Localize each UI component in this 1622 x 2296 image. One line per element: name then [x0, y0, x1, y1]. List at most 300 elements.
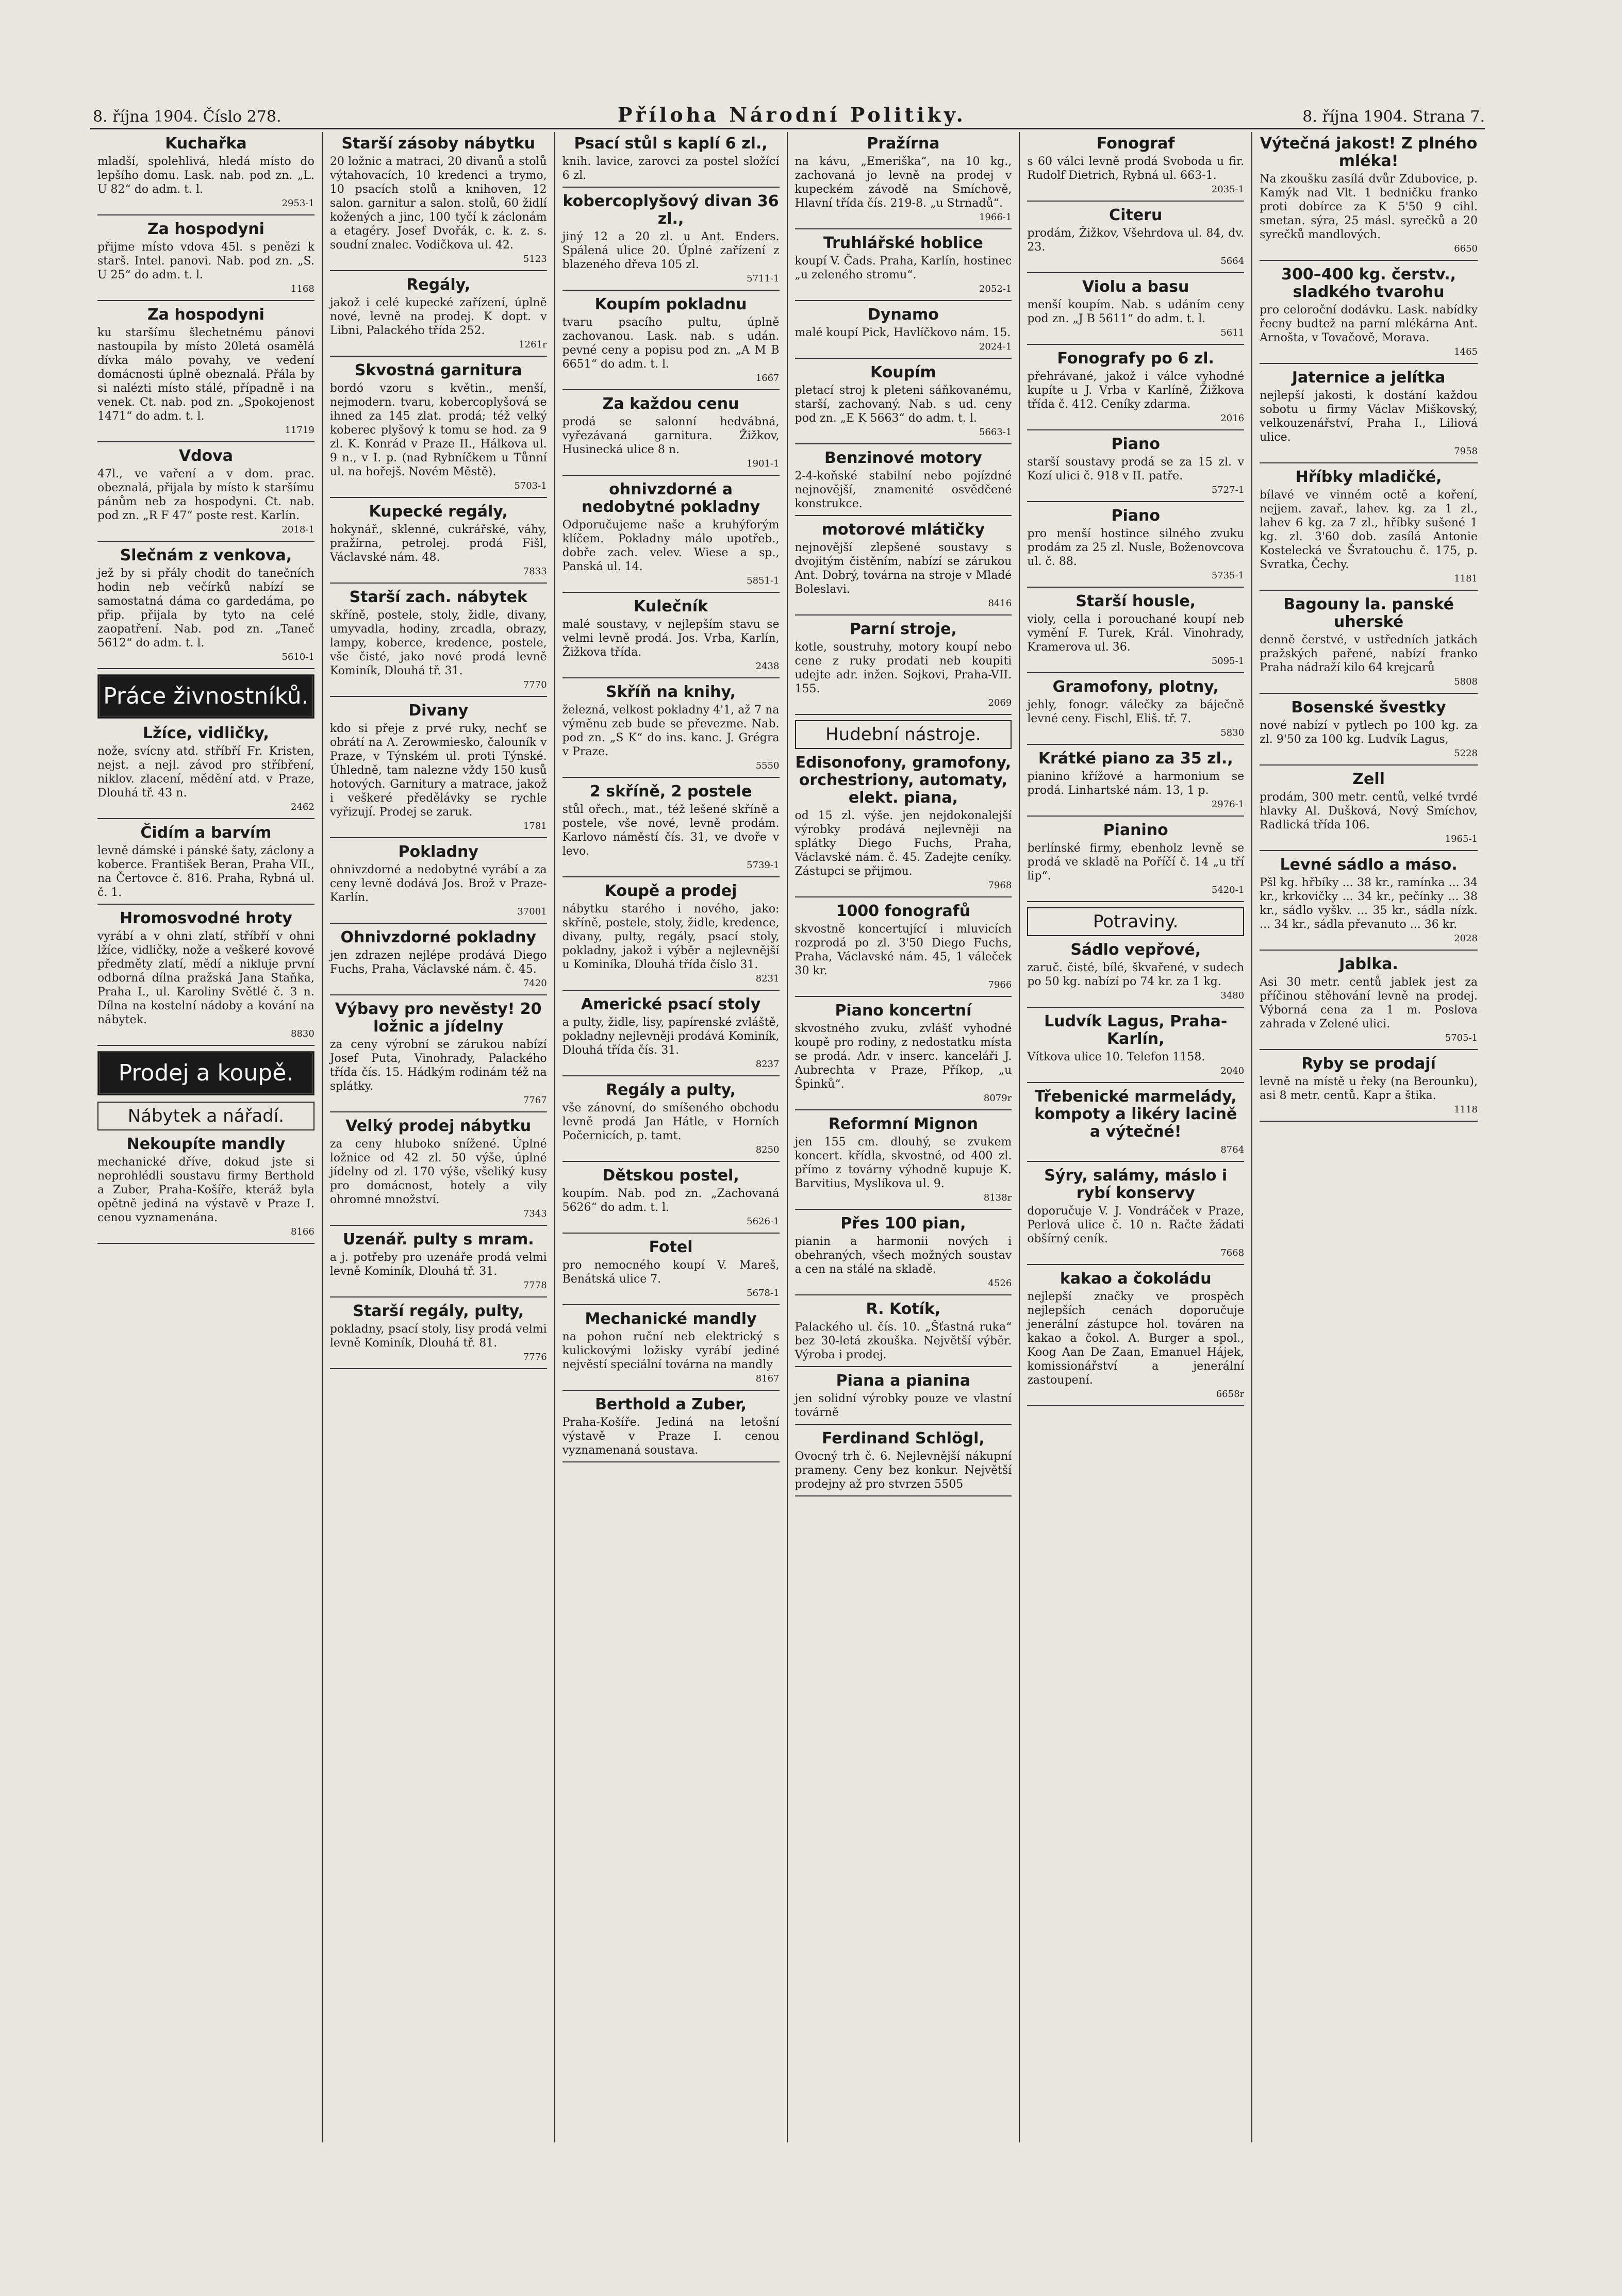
- ad-text: pro menší hostince silného zvuku prodám za 25 zl. Nusle, Boženovcova ul. č. 88.: [1027, 527, 1245, 568]
- ad-text: pro celoroční dodávku. Lask. nabídky řecny budtež na parní mlékárna Ant. Arnošta, v Tovačově, Morava.: [1260, 304, 1478, 344]
- ad-title: Truhlářské hoblice: [823, 234, 983, 252]
- classified-ad: [97, 135, 315, 215]
- classified-ad: [1027, 436, 1244, 502]
- ad-text: Vítkova ulice 10. Telefon 1158.: [1027, 1051, 1205, 1063]
- classified-ad: [562, 135, 780, 188]
- classified-ad: [1027, 750, 1244, 817]
- classified-ad: [795, 450, 1012, 516]
- ad-title: Koupě a prodej: [604, 882, 737, 900]
- ad-title: Vdova: [178, 447, 233, 465]
- ad-text: za ceny výrobní se zárukou nabízí Josef Puta, Vinohrady, Palackého třída čís. 15. Hádkým rodinám též na splátky.: [329, 1038, 547, 1093]
- ad-title: Jablka.: [1339, 955, 1398, 973]
- ad-text: nože, svícny atd. stříbří Fr. Kristen, nejst. a nejl. závod pro stříbření, niklov. zlacení, mědění atd. v Praze, Dlouhá tř. 43 n.: [97, 745, 315, 800]
- ad-title: Edisonofony, gramofony, orchestriony, automaty, elekt. piana,: [795, 754, 1012, 807]
- ad-number: 5610-1: [282, 652, 315, 662]
- classified-ad: [330, 1118, 547, 1226]
- ad-text: pro nemocného koupí V. Mareš, Benátská ulice 7.: [562, 1259, 780, 1286]
- ad-text: nové nabízí v pytlech po 100 kg. za zl. 9'50 za 100 kg. Ludvík Lagus,: [1260, 719, 1478, 746]
- ad-title: Sýry, salámy, máslo i rybí konservy: [1044, 1167, 1228, 1202]
- classified-ad: [330, 276, 547, 357]
- classified-ad: [1027, 822, 1244, 902]
- ad-text: 2-4-koňské stabilní nebo pojízdné nejnovější, znamenité osvědčené konstrukce.: [795, 470, 1012, 510]
- ad-text: jež by si přály chodit do tanečních hodin neb večírků nabízí se samostatná dáma co gardedáma, po přip. přijala by tyto na celé zaopatření. Nab. pod zn. „Taneč 5612“ do adm. t. l.: [97, 567, 315, 650]
- classified-ad: [1027, 278, 1244, 345]
- section-heading: Nábytek a nářadí.: [97, 1102, 315, 1130]
- classified-ad: [562, 1310, 780, 1391]
- column-3: [555, 132, 788, 2142]
- ad-number: 5550: [755, 760, 780, 771]
- ad-text: mladší, spolehlivá, hledá místo do lepšího domu. Lask. nab. pod zn. „L. U 82“ do adm. t. l.: [97, 155, 315, 196]
- classified-ad: [795, 1430, 1012, 1496]
- classified-ad: [97, 547, 315, 669]
- ad-text: jehly, fonogr. válečky za báječně levné ceny. Fischl, Eliš. tř. 7.: [1027, 698, 1245, 725]
- ad-title: Za hospodyni: [147, 306, 264, 324]
- ad-text: levně dámské i pánské šaty, záclony a koberce. František Beran, Praha VII., na Čertovce č. 816. Praha, Rybná ul. č. 1.: [97, 844, 315, 899]
- ad-text: jen 155 cm. dlouhý, se zvukem koncert. křídla, skvostné, od 400 zl. přímo z továrny výhodně kupuje K. Barvitius, Myslíkova ul. 9.: [795, 1136, 1012, 1190]
- ad-number: 7833: [523, 566, 547, 577]
- ad-text: skříně, postele, stoly, židle, divany, umyvadla, hodiny, zrcadla, obrazy, lampy, koberce, kredence, postele, vše čisté, jako nové prodá levně Kominík, Dlouhá tř. 31.: [329, 609, 547, 677]
- ad-number: 2953-1: [282, 198, 315, 209]
- ad-title: Bagouny la. panské uherské: [1283, 595, 1454, 631]
- classified-ad: [795, 1215, 1012, 1295]
- ad-text: knih. lavice, zarovci za postel složící 6 zl.: [562, 155, 780, 182]
- ad-number: 7668: [1220, 1247, 1245, 1258]
- classified-ad: [795, 1116, 1012, 1210]
- ad-number: 5739-1: [747, 860, 780, 871]
- ad-title: Skříň na knihy,: [606, 683, 736, 701]
- ad-number: 5678-1: [747, 1288, 780, 1299]
- section-heading: Hudební nástroje.: [795, 720, 1012, 749]
- classified-ad: [97, 306, 315, 442]
- classified-ad: [1027, 678, 1244, 745]
- classified-ad: [1260, 369, 1478, 463]
- classified-ad: [97, 1136, 315, 1244]
- supplement-title: Příloha Národní Politiky.: [617, 103, 966, 126]
- ad-title: Ryby se prodají: [1301, 1055, 1436, 1073]
- ad-title: Regály,: [406, 276, 471, 294]
- ad-text: prodám, Žižkov, Všehrdova ul. 84, dv. 23.: [1027, 227, 1245, 254]
- ad-title: Výtečná jakost! Z plného mléka!: [1260, 135, 1478, 170]
- classified-ad: [1260, 596, 1478, 694]
- ad-text: Odporučujeme naše a kruhýforým klíčem. Pokladny málo upotřeb., dobře zach. velev. Wiese a sp., Panská ul. 14.: [562, 519, 780, 573]
- ad-number: 7767: [523, 1095, 547, 1106]
- ad-title: Krátké piano za 35 zl.,: [1038, 750, 1233, 768]
- ad-title: Kulečník: [634, 597, 708, 615]
- ad-number: 7968: [988, 880, 1012, 891]
- page-header: [93, 103, 1485, 124]
- ad-number: 5420-1: [1211, 885, 1245, 895]
- ad-number: 5735-1: [1211, 570, 1245, 581]
- ad-title: Jaternice a jelítka: [1292, 369, 1446, 387]
- ad-title: Lžíce, vidličky,: [142, 724, 269, 742]
- ad-title: R. Kotík,: [866, 1300, 941, 1318]
- ad-title: Zell: [1352, 770, 1385, 788]
- ad-number: 5705-1: [1445, 1033, 1478, 1043]
- classified-ad: [795, 235, 1012, 301]
- ad-text: berlínské firmy, ebenholz levně se prodá ve skladě na Poříčí č. 14 „u tří lip“.: [1027, 842, 1245, 883]
- ad-title: Třebenické marmelády, kompoty a likéry lacině a výtečné!: [1034, 1088, 1237, 1141]
- ad-title: Za každou cenu: [602, 395, 739, 413]
- ad-number: 5664: [1220, 256, 1245, 267]
- ad-text: Asi 30 metr. centů jablek jest za příčinou stěhování levně na prodej. Výborná cena za 1 m. Poslova zahrada v Zelené ulici.: [1260, 976, 1478, 1030]
- ad-text: za ceny hluboko snížené. Úplné ložnice od 42 zl. 50 výše, úplné jídelny od zl. 170 výše, všeliký kusy pro domácnost, hotely a vily ohromné množství.: [329, 1138, 547, 1206]
- ad-text: ku staršímu šlechetnému pánovi nastoupila by místo 20letá osamělá dívka málo povahy, ve vedení domácnosti úplně obeznalá. Přála by si nalézti místo stálé, případně i na venek. Ct. nab. pod zn. „Spokojenost 1471“ do adm. t. l.: [97, 326, 315, 423]
- ad-number: 7966: [988, 979, 1012, 990]
- ad-number: 2040: [1220, 1066, 1245, 1076]
- ad-text: ohnivzdorné a nedobytné vyrábí a za ceny levně dodává Jos. Brož v Praze-Karlín.: [329, 863, 547, 904]
- ad-title: Regály a pulty,: [605, 1081, 736, 1099]
- ad-number: 4526: [988, 1278, 1012, 1289]
- ad-number: 1966-1: [979, 212, 1012, 223]
- ad-title: Fonografy po 6 zl.: [1057, 350, 1214, 368]
- ad-number: 5711-1: [747, 273, 780, 284]
- ad-title: Benzinové motory: [824, 449, 982, 467]
- classified-ad: [795, 364, 1012, 444]
- ad-text: bílavé ve vinném octě a koření, nejjem. zavař., lahev. kg. za 1 zl., lahev 6 kg. za 7 zl., hříbky sušené 1 kg. zl. 3'60 dob. zasílá Antonie Kostelecká ve Švratouchu č. 175, p. Svratka, Čechy.: [1260, 489, 1478, 571]
- ad-number: 7776: [523, 1352, 547, 1362]
- ad-text: malé koupí Pick, Havlíčkovo nám. 15.: [795, 326, 1011, 339]
- ad-title: Starší zásoby nábytku: [341, 135, 535, 153]
- ad-number: 1901-1: [747, 458, 780, 469]
- classified-ad: [330, 589, 547, 697]
- ad-number: 7778: [523, 1280, 547, 1291]
- ad-text: přijme místo vdova 45l. s penězi k starš. Intel. panovi. Nab. pod zn. „S. U 25“ do adm. t. l.: [97, 241, 315, 281]
- ad-title: ohnivzdorné a nedobytné pokladny: [581, 480, 760, 516]
- ad-number: 7343: [523, 1208, 547, 1219]
- ad-number: 5703-1: [514, 480, 547, 491]
- ad-text: Praha-Košíře. Jediná na letošní výstavě v Praze I. cenou vyznamenaná soustava.: [562, 1416, 780, 1457]
- ad-title: Piano: [1111, 507, 1160, 525]
- ad-number: 6658r: [1216, 1389, 1245, 1400]
- ad-title: Čidím a barvím: [140, 824, 272, 842]
- classified-ad: [330, 1001, 547, 1112]
- classified-ad: [1260, 135, 1478, 261]
- ad-title: kobercoplyšový divan 36 zl.,: [562, 192, 779, 228]
- column-4: [788, 132, 1020, 2142]
- ad-title: Levné sádlo a máso.: [1280, 856, 1458, 874]
- ad-text: od 15 zl. výše. jen nejdokonalejší výrobky prodává nejlevněji na splátky Diego Fuchs, Praha, Václavské nám. č. 45. Zadejte ceníky. Zástupci se přijmou.: [795, 809, 1012, 878]
- ad-text: prodá se salonní hedvábná, vyřezávaná garnitura. Žižkov, Husinecká ulice 8 n.: [562, 415, 780, 456]
- ad-number: 8764: [1220, 1144, 1245, 1155]
- ad-number: 6650: [1454, 243, 1478, 254]
- classified-ad: [562, 1082, 780, 1162]
- page-number: 8. října 1904. Strana 7.: [1302, 108, 1485, 126]
- ad-title: Hříbky mladičké,: [1295, 468, 1442, 486]
- ad-text: jakož i celé kupecké zařízení, úplně nové, levně na prodej. K dopt. v Libni, Palackého třída 252.: [329, 296, 547, 337]
- ad-text: vše zánovní, do smíšeného obchodu levně prodá Jan Hátle, v Horních Počernicích, p. tamt.: [562, 1102, 780, 1142]
- ad-number: 8079r: [983, 1093, 1012, 1104]
- classified-ad: [1027, 1270, 1244, 1406]
- classified-ad: [330, 843, 547, 924]
- ad-number: 1965-1: [1445, 834, 1478, 844]
- ad-title: Za hospodyni: [147, 220, 264, 238]
- ad-text: jen zdrazen nejlépe prodává Diego Fuchs, Praha, Václavské nám. č. 45.: [329, 949, 547, 976]
- classified-ad: [562, 1396, 780, 1462]
- ad-text: levně na místě u řeky (na Berounku), asi 8 metr. centů. Kapr a štika.: [1260, 1075, 1478, 1102]
- ad-number: 2069: [988, 697, 1012, 708]
- ad-text: violy, cella i porouchané koupí neb vymění F. Turek, Král. Vinohrady, Kramerova ul. 36.: [1027, 613, 1245, 654]
- ad-text: Palackého ul. čís. 10. „Šťastná ruka“ bez 30-letá zkouška. Největší výběr. Výroba i prodej.: [795, 1321, 1012, 1361]
- ad-title: Starší housle,: [1075, 592, 1196, 610]
- ad-number: 37001: [517, 906, 547, 917]
- ad-number: 8167: [755, 1373, 780, 1384]
- ad-title: Piano: [1111, 435, 1160, 453]
- ad-text: menší koupím. Nab. s udáním ceny pod zn. „J B 5611“ do adm. t. l.: [1027, 298, 1245, 325]
- classified-ad: [1260, 956, 1478, 1050]
- ad-number: 1261r: [519, 339, 547, 350]
- ad-number: 2976-1: [1211, 799, 1245, 810]
- ad-number: 3480: [1220, 990, 1245, 1001]
- ad-number: 8231: [755, 973, 780, 984]
- ad-text: jiný 12 a 20 zl. u Ant. Enders. Spálená ulice 20. Úplné zařízení z blazeného dřeva 105 zl.: [562, 230, 780, 271]
- ad-text: 20 ložnic a matraci, 20 divanů a stolů výtahovacích, 10 kredenci a trymo, 10 psacích stolů a knihoven, 12 salon. garnitur a salon. stolů, 60 židlí kožených a jinc, 100 tyčí k záclonám a etagéry. Josef Dvořák, c. k. z. s. soudní znalec. Vodičkova ul. 42.: [329, 155, 547, 252]
- ad-text: přehrávané, jakož i válce vyhodné kupíte u J. Vrba v Karlíně, Žižkova třída č. 412. Ceníky zdarma.: [1027, 370, 1245, 411]
- ad-title: Dětskou postel,: [602, 1167, 739, 1185]
- classified-ad: [795, 135, 1012, 229]
- ad-number: 5663-1: [979, 427, 1012, 438]
- classified-ad: [795, 903, 1012, 997]
- classified-ad: [1027, 1088, 1244, 1162]
- ad-text: starší soustavy prodá se za 15 zl. v Kozí ulici č. 918 v II. patře.: [1027, 456, 1245, 483]
- ad-text: nábytku starého i nového, jako: skříně, postele, stoly, židle, kredence, divany, pulty, regály, psací stoly, pokladny, jakož i výběr a nejlevnější u Kominíka, Dlouhá třída číslo 31.: [562, 903, 780, 971]
- ad-title: Citeru: [1109, 206, 1163, 224]
- ad-number: 7420: [523, 978, 547, 989]
- classified-ad: [562, 783, 780, 877]
- ad-text: malé soustavy, v nejlepším stavu se velmi levně prodá. Jos. Vrba, Karlín, Žižkova třída.: [562, 618, 780, 659]
- ad-number: 5727-1: [1211, 485, 1245, 495]
- ad-text: vyrábí a v ohni zlatí, stříbří v ohni lžíce, vidličky, nože a veškeré kovové předměty zlatí, mědí a nikluje první odborná dílna pražská Jana Staňka, Praha I., ul. Karoliny Světlé č. 3 n. Dílna na kostelní nádoby a kování na nábytek.: [97, 930, 315, 1026]
- ad-title: Piano koncertní: [835, 1002, 972, 1020]
- ad-text: kdo si přeje z prvé ruky, nechť se obrátí na A. Zerowmiesko, čalouník v Praze, v Týnském ul. proti Týnské. Úhledně, tam nalezne vždy 150 kusů hotových. Garnitury a matrace, jakož i veškeré předělávky se rychle vyřizují. Prodej se zaruk.: [329, 722, 547, 819]
- classified-ad: [562, 193, 780, 291]
- ad-title: Hromosvodné hroty: [120, 909, 292, 927]
- classified-ad: [1027, 1013, 1244, 1083]
- column-2: [323, 132, 555, 2142]
- classified-ad: [1027, 1167, 1244, 1265]
- classified-ad: [330, 503, 547, 584]
- ad-number: 2024-1: [979, 341, 1012, 352]
- ad-title: Uzenář. pulty s mram.: [342, 1230, 534, 1249]
- classified-ad: [562, 296, 780, 390]
- classified-ad: [1260, 266, 1478, 364]
- ad-number: 5095-1: [1211, 656, 1245, 667]
- classified-ad: [562, 598, 780, 678]
- ad-number: 11719: [285, 425, 315, 436]
- header-rule: [90, 128, 1485, 129]
- classified-ad: [562, 1239, 780, 1305]
- ad-title: Kupecké regály,: [369, 503, 508, 521]
- ad-number: 1118: [1454, 1104, 1478, 1115]
- ad-number: 1465: [1454, 346, 1478, 357]
- classified-ad: [1260, 1055, 1478, 1122]
- ad-text: skvostně koncertující i mluvicích rozprodá po zl. 3'50 Diego Fuchs, Praha, Václavské nám. 45, 1 váleček 30 kr.: [795, 923, 1012, 977]
- ad-title: Piana a pianina: [836, 1372, 971, 1390]
- ad-title: Výbavy pro nevěsty! 20 ložnic a jídelny: [335, 1000, 542, 1036]
- ad-number: 8250: [755, 1144, 780, 1155]
- ad-title: Psací stůl s kaplí 6 zl.,: [574, 135, 768, 153]
- ad-number: 7958: [1454, 446, 1478, 457]
- ad-text: zaruč. čisté, bílé, škvařené, v sudech po 50 kg. nabízí po 74 kr. za 1 kg.: [1027, 961, 1245, 988]
- ad-title: Reformní Mignon: [828, 1115, 978, 1133]
- ad-text: kotle, soustruhy, motory koupí nebo cene z ruky prodati neb koupiti udejte adr. inžen. Sojkovi, Praha-VII. 155.: [795, 641, 1012, 695]
- ad-text: bordó vzoru s květin., menší, nejmodern. tvaru, kobercoplyšová se ihned za 145 zlat. prodá; též velký koberec plyšový k tomu se hod. za 9 zl. K. Konrád v Praze II., Hálkova ul. 9 n., v I. p. (nad Rybníčkem u Tůnní ul. na hořejš. Novém Městě).: [329, 382, 547, 478]
- classified-ad: [795, 1372, 1012, 1425]
- ad-title: motorové mlátičky: [821, 521, 985, 539]
- classified-ad: [330, 929, 547, 995]
- ad-text: a pulty, židle, lisy, papírenské zvláště, pokladny nejlevněji prodává Kominík, Dlouhá třída čís. 31.: [562, 1016, 780, 1057]
- ad-text: koupí V. Čads. Praha, Karlín, hostinec „u zeleného stromu“.: [795, 255, 1012, 281]
- section-banner: Prodej a koupě.: [97, 1051, 315, 1095]
- ad-text: na pohon ruční neb elektrický s kulickovými ložisky vyrábí jediné nejvěstí speciální továrna na mandly: [562, 1330, 780, 1371]
- classified-ad: [562, 996, 780, 1076]
- ad-number: 8237: [755, 1059, 780, 1070]
- ad-text: pianino křížové a harmonium se prodá. Linhartské nám. 13, 1 p.: [1027, 770, 1245, 797]
- classified-ad: [1260, 856, 1478, 951]
- ad-text: doporučuje V. J. Vondráček v Praze, Perlová ulice č. 10 n. Račte žádati obšírný ceník.: [1027, 1205, 1245, 1245]
- ad-title: Americké psací stoly: [581, 995, 761, 1013]
- ad-number: 5626-1: [747, 1216, 780, 1227]
- ad-number: 2018-1: [282, 524, 315, 535]
- ad-title: Velký prodej nábytku: [345, 1117, 532, 1135]
- ad-title: 2 skříně, 2 postele: [589, 783, 752, 801]
- classified-ad: [562, 395, 780, 476]
- ad-title: Divany: [408, 702, 469, 720]
- ad-text: jen solidní výrobky pouze ve vlastní továrně: [795, 1392, 1012, 1419]
- ad-text: 47l., ve vaření a v dom. prac. obeznalá, přijala by místo k staršímu pánům neb za hospodyni. Ct. nab. pod zn. „R F 47“ poste rest. Karlín.: [97, 468, 315, 522]
- ad-title: Přes 100 pian,: [840, 1214, 966, 1233]
- issue-date: 8. října 1904. Číslo 278.: [93, 108, 282, 126]
- classified-ad: [795, 754, 1012, 897]
- classified-ad: [97, 221, 315, 301]
- classified-ad: [1027, 135, 1244, 202]
- classified-ad: [330, 135, 547, 271]
- classified-ad: [795, 306, 1012, 359]
- ad-title: Starší regály, pulty,: [353, 1302, 524, 1320]
- section-banner: Práce živnostníků.: [97, 674, 315, 719]
- ad-text: nejnovější zlepšené soustavy s dvojitým čistěním, nabízí se zárukou Ant. Dobrý, továrna na stroje v Mladé Boleslavi.: [795, 541, 1012, 596]
- ad-title: 300–400 kg. čerstv., sladkého tvarohu: [1281, 265, 1457, 301]
- ad-text: denně čerstvé, v ustředních jatkách pražských pařené, nabízí franko Praha nádraží kilo 64 krejcarů: [1260, 634, 1478, 674]
- ad-text: železná, velkost pokladny 4'1, až 7 na výměnu zeb bude se převezme. Nab. pod zn. „S K“ do ins. kanc. J. Grégra v Praze.: [562, 704, 780, 758]
- ad-text: a j. potřeby pro uzenáře prodá velmi levně Kominík, Dlouhá tř. 31.: [329, 1251, 547, 1278]
- ad-text: Na zkoušku zasílá dvůr Zdubovice, p. Kamýk nad Vlt. 1 bedničku franko proti dobírce za K 5'50 9 cihl. smetan. sýra, 25 másl. syrečků a 20 syrečků mandlových.: [1260, 173, 1478, 241]
- ad-number: 2028: [1454, 933, 1478, 944]
- ad-number: 1168: [291, 284, 315, 294]
- ad-title: Violu a basu: [1082, 278, 1189, 296]
- ad-text: tvaru psacího pultu, úplně zachovanou. Lask. nab. s udán. pevné ceny a popisu pod zn. „A M B 6651“ do adm. t. l.: [562, 316, 780, 371]
- column-6: [1252, 132, 1485, 2142]
- ad-number: 1667: [755, 373, 780, 384]
- classified-ad: [795, 1002, 1012, 1110]
- classified-ad: [1027, 350, 1244, 430]
- classified-ad: [1260, 469, 1478, 591]
- ad-number: 2016: [1220, 413, 1245, 424]
- classified-ad: [562, 883, 780, 991]
- ad-text: s 60 válci levně prodá Svoboda u fir. Rudolf Dietrich, Rybná ul. 663-1.: [1027, 155, 1245, 182]
- ad-title: Fotel: [649, 1238, 693, 1256]
- classified-ad: [330, 362, 547, 498]
- ad-number: 2438: [755, 661, 780, 672]
- classified-ad: [97, 725, 315, 819]
- classified-ad: [330, 1303, 547, 1369]
- ad-number: 5851-1: [747, 575, 780, 586]
- classified-ad: [795, 521, 1012, 615]
- classified-ad: [562, 684, 780, 778]
- ad-number: 8138r: [983, 1192, 1012, 1203]
- ad-number: 5808: [1454, 676, 1478, 687]
- ad-text: stůl ořech., mat., též lešené skříně a postele, vše nové, levně prodám. Karlovo náměstí čís. 31, ve dvoře v levo.: [562, 803, 780, 858]
- classified-ad: [562, 1167, 780, 1234]
- ad-number: 5611: [1220, 327, 1245, 338]
- classified-columns: [90, 132, 1485, 2142]
- ad-text: Pšl kg. hřbíky ... 38 kr., ramínka ... 34 kr., krkovičky ... 34 kr., pečínky ... 38 kr., sádlo vyškv. ... 35 kr., sádla nízk. ... 34 kr., sádla převanuto ... 36 kr.: [1260, 876, 1478, 931]
- ad-text: mechanické dříve, dokud jste si neprohlédli soustavu firmy Berthold a Zuber, Praha-Košíře, kteráž byla opětně jediná na výstavě v Praze I. cenou vyznamenána.: [97, 1156, 315, 1224]
- ad-title: Dynamo: [867, 306, 939, 324]
- ad-text: hokynář., sklenné, cukrářské, váhy, pražírna, petrolej. prodá Fišl, Václavské nám. 48.: [329, 523, 547, 564]
- ad-title: Gramofony, plotny,: [1052, 678, 1219, 696]
- classified-ad: [1027, 207, 1244, 273]
- ad-title: Fonograf: [1097, 135, 1175, 153]
- ad-title: Ohnivzdorné pokladny: [340, 928, 536, 946]
- classified-ad: [1027, 941, 1244, 1008]
- ad-number: 2462: [291, 802, 315, 812]
- ad-title: Nekoupíte mandly: [126, 1135, 286, 1153]
- classified-ad: [795, 621, 1012, 715]
- ad-text: nejlepší jakosti, k dostání každou sobotu u firmy Václav Miškovský, velkouzenářství, Praha I., Liliová ulice.: [1260, 389, 1478, 444]
- ad-number: 7770: [523, 679, 547, 690]
- ad-text: na kávu, „Emeriška“, na 10 kg., zachovaná jo levně na prodej v kupeckém závodě na Smíchově, Hlavní třída čís. 219-8. „u Strnadů“.: [795, 155, 1012, 210]
- ad-title: Ferdinand Schlögl,: [821, 1429, 985, 1448]
- ad-title: Pokladny: [398, 843, 478, 861]
- ad-number: 8166: [291, 1226, 315, 1237]
- ad-text: Ovocný trh č. 6. Nejlevnější nákupní prameny. Ceny bez konkur. Největší prodejny až pro stvrzen 5505: [795, 1450, 1012, 1491]
- ad-number: 2052-1: [979, 284, 1012, 294]
- ad-text: koupím. Nab. pod zn. „Zachovaná 5626“ do adm. t. l.: [562, 1187, 780, 1214]
- ad-text: skvostného zvuku, zvlášť vyhodné koupě pro rodiny, z nedostatku místa se prodá. Adr. v inserc. kanceláři J. Aubrechta v Praze, Příkop, „u Špinků“.: [795, 1022, 1012, 1091]
- ad-number: 5123: [523, 254, 547, 264]
- ad-text: prodám, 300 metr. centů, velké tvrdé hlavky Al. Dušková, Nový Smíchov, Radlická třída 106.: [1260, 791, 1478, 831]
- ad-number: 8830: [291, 1028, 315, 1039]
- column-1: [90, 132, 323, 2142]
- ad-title: Pianino: [1103, 821, 1168, 839]
- ad-number: 1181: [1454, 573, 1478, 584]
- ad-title: Skvostná garnitura: [354, 361, 522, 379]
- ad-number: 2035-1: [1211, 184, 1245, 195]
- ad-text: pianin a harmonii nových i obehraných, všech možných soustav a cen na stálé na skladě.: [795, 1235, 1012, 1276]
- ad-text: pokladny, psací stoly, lisy prodá velmi levně Kominík, Dlouhá tř. 81.: [329, 1323, 547, 1350]
- ad-title: Mechanické mandly: [585, 1310, 757, 1328]
- classified-ad: [1260, 771, 1478, 851]
- ad-title: kakao a čokoládu: [1060, 1270, 1212, 1288]
- ad-title: 1000 fonografů: [836, 902, 971, 920]
- ad-text: nejlepší značky ve prospěch nejlepších cenách doporučuje jenerální zástupce hol. továren na kakao a čokol. A. Burger a spol., Koog Aan De Zaan, Emanuel Hájek, komissionářství a jenerální zastoupení.: [1027, 1290, 1245, 1387]
- column-5: [1020, 132, 1252, 2142]
- ad-title: Starší zach. nábytek: [349, 588, 527, 606]
- ad-title: Kuchařka: [165, 135, 247, 153]
- ad-title: Sádlo vepřové,: [1070, 941, 1201, 959]
- ad-title: Berthold a Zuber,: [595, 1395, 747, 1413]
- classified-ad: [330, 1231, 547, 1297]
- ad-number: 5228: [1454, 748, 1478, 759]
- ad-title: Pražírna: [867, 135, 940, 153]
- ad-title: Parní stroje,: [849, 620, 957, 638]
- classified-ad: [97, 447, 315, 542]
- ad-number: 8416: [988, 598, 1012, 609]
- classified-ad: [97, 824, 315, 905]
- classified-ad: [1027, 593, 1244, 673]
- ad-title: Koupím: [870, 363, 936, 381]
- ad-number: 5830: [1220, 727, 1245, 738]
